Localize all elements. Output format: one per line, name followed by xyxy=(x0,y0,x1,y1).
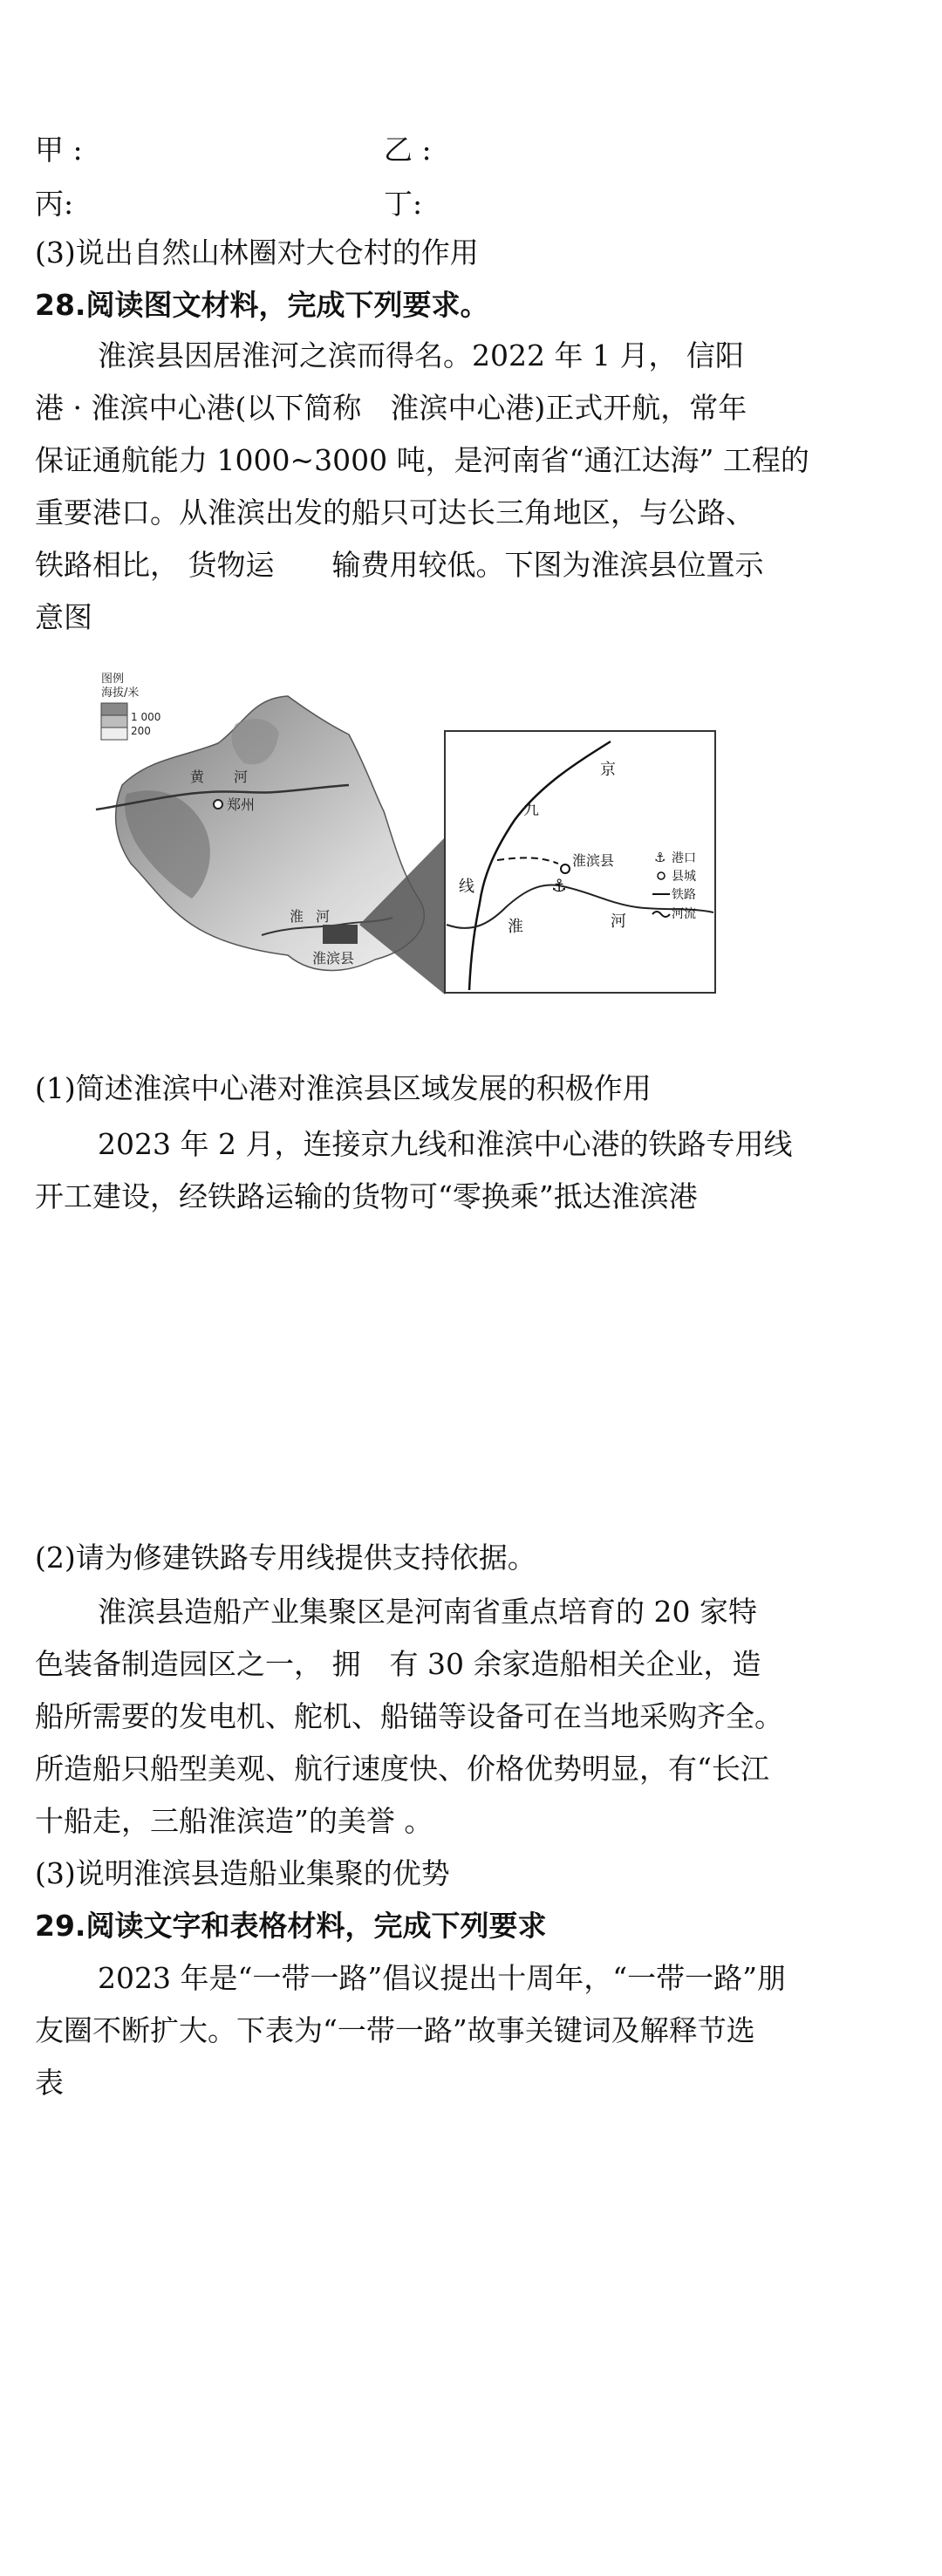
q28-paragraph-line: 船所需要的发电机、舵机、船锚等设备可在当地采购齐全。 xyxy=(35,1699,783,1733)
inset-label-huaibinxian: 淮滨县 xyxy=(572,852,615,869)
key-river-label: 河流 xyxy=(672,907,696,921)
question-27-3: (3)说出自然山林圈对大仓村的作用 xyxy=(35,236,479,270)
map-label-huaibinxian: 淮滨县 xyxy=(312,950,355,967)
answer-label-bing: 丙: xyxy=(35,187,74,221)
q28-paragraph-line: 铁路相比， 货物运 输费用较低。下图为淮滨县位置示 xyxy=(35,548,764,582)
q29-paragraph-line: 表 xyxy=(35,2066,64,2100)
q28-paragraph-line: 色装备制造园区之一， 拥 有 30 余家造船相关企业，造 xyxy=(35,1647,761,1681)
huaibin-location-map xyxy=(87,663,785,994)
huaibin-county-highlight xyxy=(323,925,358,944)
legend-200: 200 xyxy=(131,725,151,737)
key-county-icon xyxy=(658,872,665,879)
huaibin-county-dot xyxy=(561,864,570,873)
key-rail-label: 铁路 xyxy=(672,888,696,902)
q28-paragraph-line: 淮滨县造船产业集聚区是河南省重点培育的 20 家特 xyxy=(98,1595,757,1629)
map-label-he: 河 xyxy=(234,769,249,785)
answer-label-jia: 甲 : xyxy=(35,133,83,167)
legend-title: 图例 xyxy=(101,673,125,686)
key-port-label: 港口 xyxy=(672,851,696,865)
q29-paragraph-line: 友圈不断扩大。下表为“一带一路”故事关键词及解释节选 xyxy=(35,2013,755,2047)
anchor-port-icon: ⚓ xyxy=(551,875,567,896)
question-28-2: (2)请为修建铁路专用线提供支持依据。 xyxy=(35,1541,536,1575)
map-legend xyxy=(101,673,160,740)
question-29-title: 29.阅读文字和表格材料，完成下列要求 xyxy=(35,1909,547,1943)
q28-paragraph-line: 十船走，三船淮滨造”的美誉 。 xyxy=(35,1804,433,1838)
inset-label-xian: 线 xyxy=(459,878,474,896)
q28-paragraph-line: 淮滨县因居淮河之滨而得名。2022 年 1 月， 信阳 xyxy=(98,338,744,372)
map-label-he2: 河 xyxy=(316,908,331,925)
key-port-icon: ⚓ xyxy=(654,850,666,865)
q28-paragraph-line: 2023 年 2 月，连接京九线和淮滨中心港的铁路专用线 xyxy=(98,1127,793,1161)
question-28-1: (1)简述淮滨中心港对淮滨县区域发展的积极作用 xyxy=(35,1071,652,1105)
inset-map xyxy=(445,731,715,993)
legend-1000: 1 000 xyxy=(131,711,161,723)
key-county-label: 县城 xyxy=(672,870,696,884)
inset-label-jing: 京 xyxy=(600,761,616,779)
answer-label-yi: 乙 : xyxy=(384,133,432,167)
inset-label-he: 河 xyxy=(611,912,626,931)
map-label-huang: 黄 xyxy=(190,769,205,785)
q28-paragraph-line: 所造船只船型美观、航行速度快、价格优势明显，有“长江 xyxy=(35,1752,769,1786)
q28-paragraph-line: 开工建设，经铁路运输的货物可“零换乘”抵达淮滨港 xyxy=(35,1179,698,1213)
q28-paragraph-line: 意图 xyxy=(35,600,92,634)
map-label-zhengzhou: 郑州 xyxy=(227,796,256,813)
map-label-huai: 淮 xyxy=(290,908,304,925)
inset-label-huai: 淮 xyxy=(508,918,523,936)
q29-paragraph-line: 2023 年是“一带一路”倡议提出十周年，“一带一路”朋 xyxy=(98,1961,786,1995)
inset-label-jiu: 九 xyxy=(523,801,539,819)
answer-label-ding: 丁: xyxy=(384,187,423,221)
question-28-title: 28.阅读图文材料，完成下列要求。 xyxy=(35,288,489,322)
zhengzhou-city-marker xyxy=(214,800,222,809)
q28-paragraph-line: 港 · 淮滨中心港(以下简称 淮滨中心港)正式开航，常年 xyxy=(35,391,747,425)
question-28-3: (3)说明淮滨县造船业集聚的优势 xyxy=(35,1856,450,1890)
legend-subtitle: 海拔/米 xyxy=(101,687,140,700)
q28-paragraph-line: 保证通航能力 1000~3000 吨，是河南省“通江达海” 工程的 xyxy=(35,443,809,477)
q28-paragraph-line: 重要港口。从淮滨出发的船只可达长三角地区，与公路、 xyxy=(35,495,754,530)
